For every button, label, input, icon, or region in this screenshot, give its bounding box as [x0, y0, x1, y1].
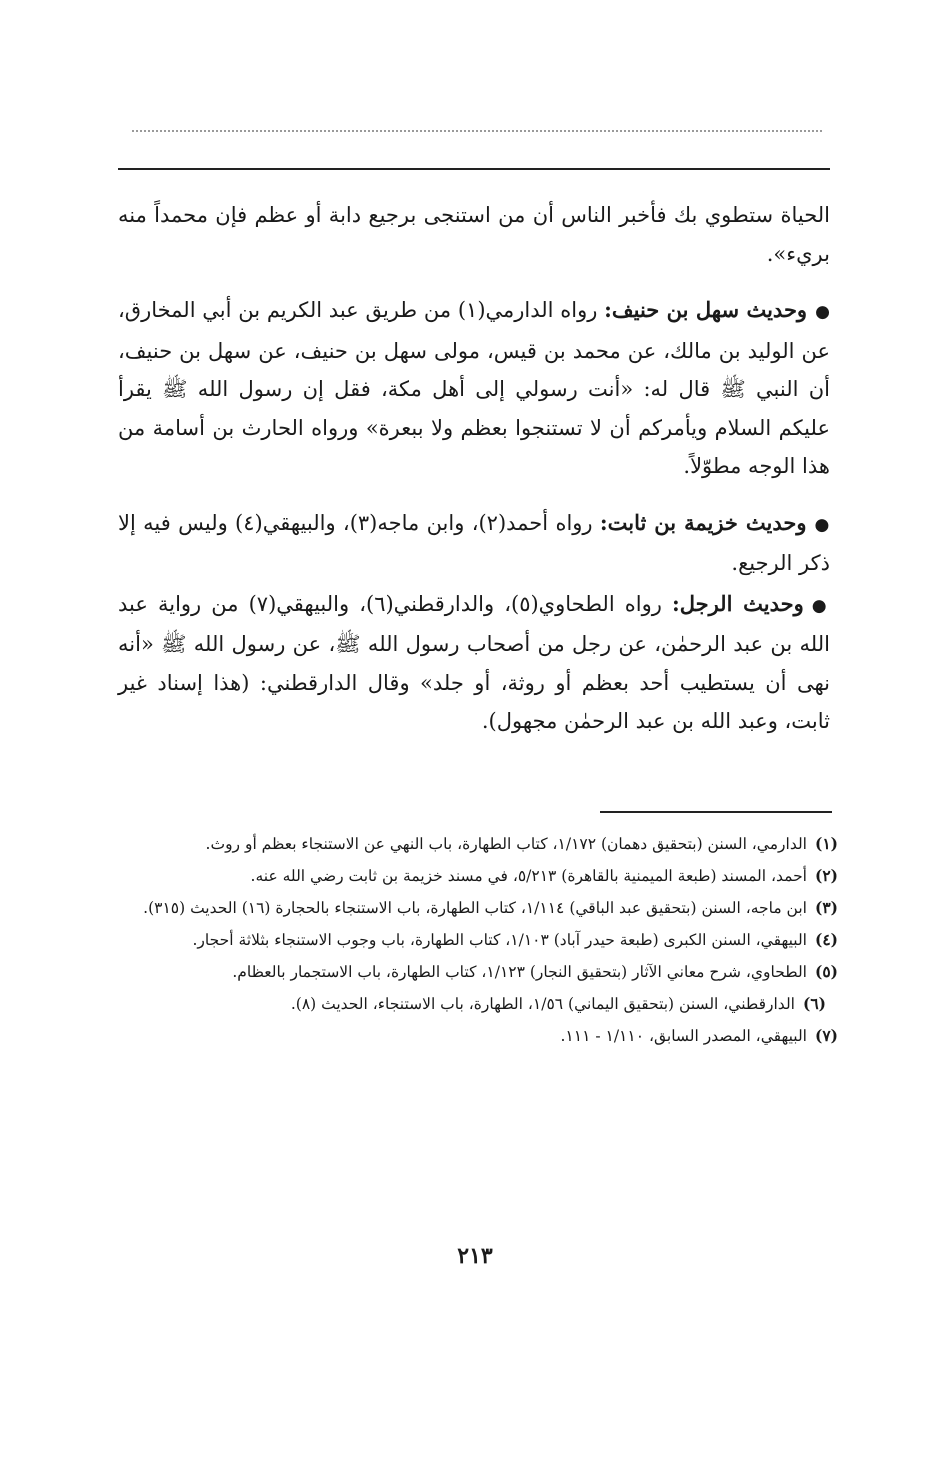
- footnotes: [118, 828, 838, 1052]
- footnote-text: البيهقي، المصدر السابق، ١/١١٠ - ١١١.: [560, 1027, 807, 1045]
- footnote-text: الطحاوي، شرح معاني الآثار (بتحقيق النجار) ١/١٢٣، كتاب الطهارة، باب الاستجمار بالعظام.: [232, 963, 807, 981]
- footnote-number: (٦): [802, 994, 826, 1013]
- footnote-1: [118, 828, 838, 860]
- paragraph-lead: ● وحديث خزيمة بن ثابت:: [600, 510, 830, 535]
- header-rule: [118, 168, 830, 170]
- footnote-number: (٧): [814, 1026, 838, 1045]
- footnote-6: [118, 988, 838, 1020]
- paragraph-text: رواه الطحاوي(٥)، والدارقطني(٦)، والبيهقي(٧) من رواية عبد الله بن عبد الرحمٰن، عن رجل من أصحاب رسول الله ﷺ، عن رسول الله ﷺ «أنه نهى أن يستطيب أحد بعظم أو روثة، أو جلد» وقال الدارقطني: (هذا إسناد غير ثابت، وعبد الله بن عبد الرحمٰن مجهول).: [118, 591, 830, 733]
- paragraph-khuzaymah-hadith: [118, 504, 830, 583]
- footnote-text: الدارمي، السنن (بتحقيق دهمان) ١/١٧٢، كتاب الطهارة، باب النهي عن الاستنجاء بعظم أو روث.: [205, 835, 807, 853]
- paragraph-lead: ● وحديث الرجل:: [672, 591, 830, 616]
- page-number: ٢١٣: [457, 1243, 493, 1269]
- main-text: [118, 196, 830, 741]
- footnote-5: [118, 956, 838, 988]
- footnote-number: (٥): [814, 962, 838, 981]
- footnote-4: [118, 924, 838, 956]
- footnote-text: أحمد، المسند (طبعة الميمنية بالقاهرة) ٥/٢١٣، في مسند خزيمة بن ثابت رضي الله عنه.: [250, 867, 807, 885]
- paragraph-lead: ● وحديث سهل بن حنيف:: [604, 297, 830, 322]
- footnote-text: ابن ماجه، السنن (بتحقيق عبد الباقي) ١/١١٤، كتاب الطهارة، باب الاستنجاء بالحجارة (١٦) الحديث (٣١٥).: [143, 899, 807, 917]
- paragraph-continuation: الحياة ستطوي بك فأخبر الناس أن من استنجى برجيع دابة أو عظم فإن محمداً منه بريء».: [118, 203, 830, 266]
- paragraph-text: رواه الدارمي(١) من طريق عبد الكريم بن أبي المخارق، عن الوليد بن مالك، عن محمد بن قيس، مولى سهل بن حنيف، عن سهل بن حنيف، أن النبي ﷺ قال له: «أنت رسولي إلى أهل مكة، فقل إن رسول الله ﷺ يقرأ عليكم السلام ويأمركم أن لا تستنجوا بعظم ولا ببعرة» ورواه الحارث بن أسامة من هذا الوجه مطوّلاً.: [118, 298, 830, 478]
- dotted-header-line: [132, 130, 822, 132]
- footnote-7: [118, 1020, 838, 1052]
- footnote-2: [118, 860, 838, 892]
- paragraph-text: رواه أحمد(٢)، وابن ماجه(٣)، والبيهقي(٤) وليس فيه إلا ذكر الرجيع.: [118, 510, 830, 575]
- footnote-number: (٤): [814, 930, 838, 949]
- footnote-text: الدارقطني، السنن (بتحقيق اليماني) ١/٥٦، الطهارة، باب الاستنجاء، الحديث (٨).: [290, 995, 795, 1013]
- footnote-text: البيهقي، السنن الكبرى (طبعة حيدر آباد) ١/١٠٣، كتاب الطهارة، باب وجوب الاستنجاء بثلاثة أحجار.: [192, 931, 807, 949]
- footnote-number: (١): [814, 834, 838, 853]
- paragraph-rajul-hadith: [118, 585, 830, 741]
- footnote-separator: [600, 811, 832, 813]
- footnote-3: [118, 892, 838, 924]
- paragraph-sahl-hadith: [118, 291, 830, 486]
- footnote-number: (٢): [814, 866, 838, 885]
- footnote-number: (٣): [814, 898, 838, 917]
